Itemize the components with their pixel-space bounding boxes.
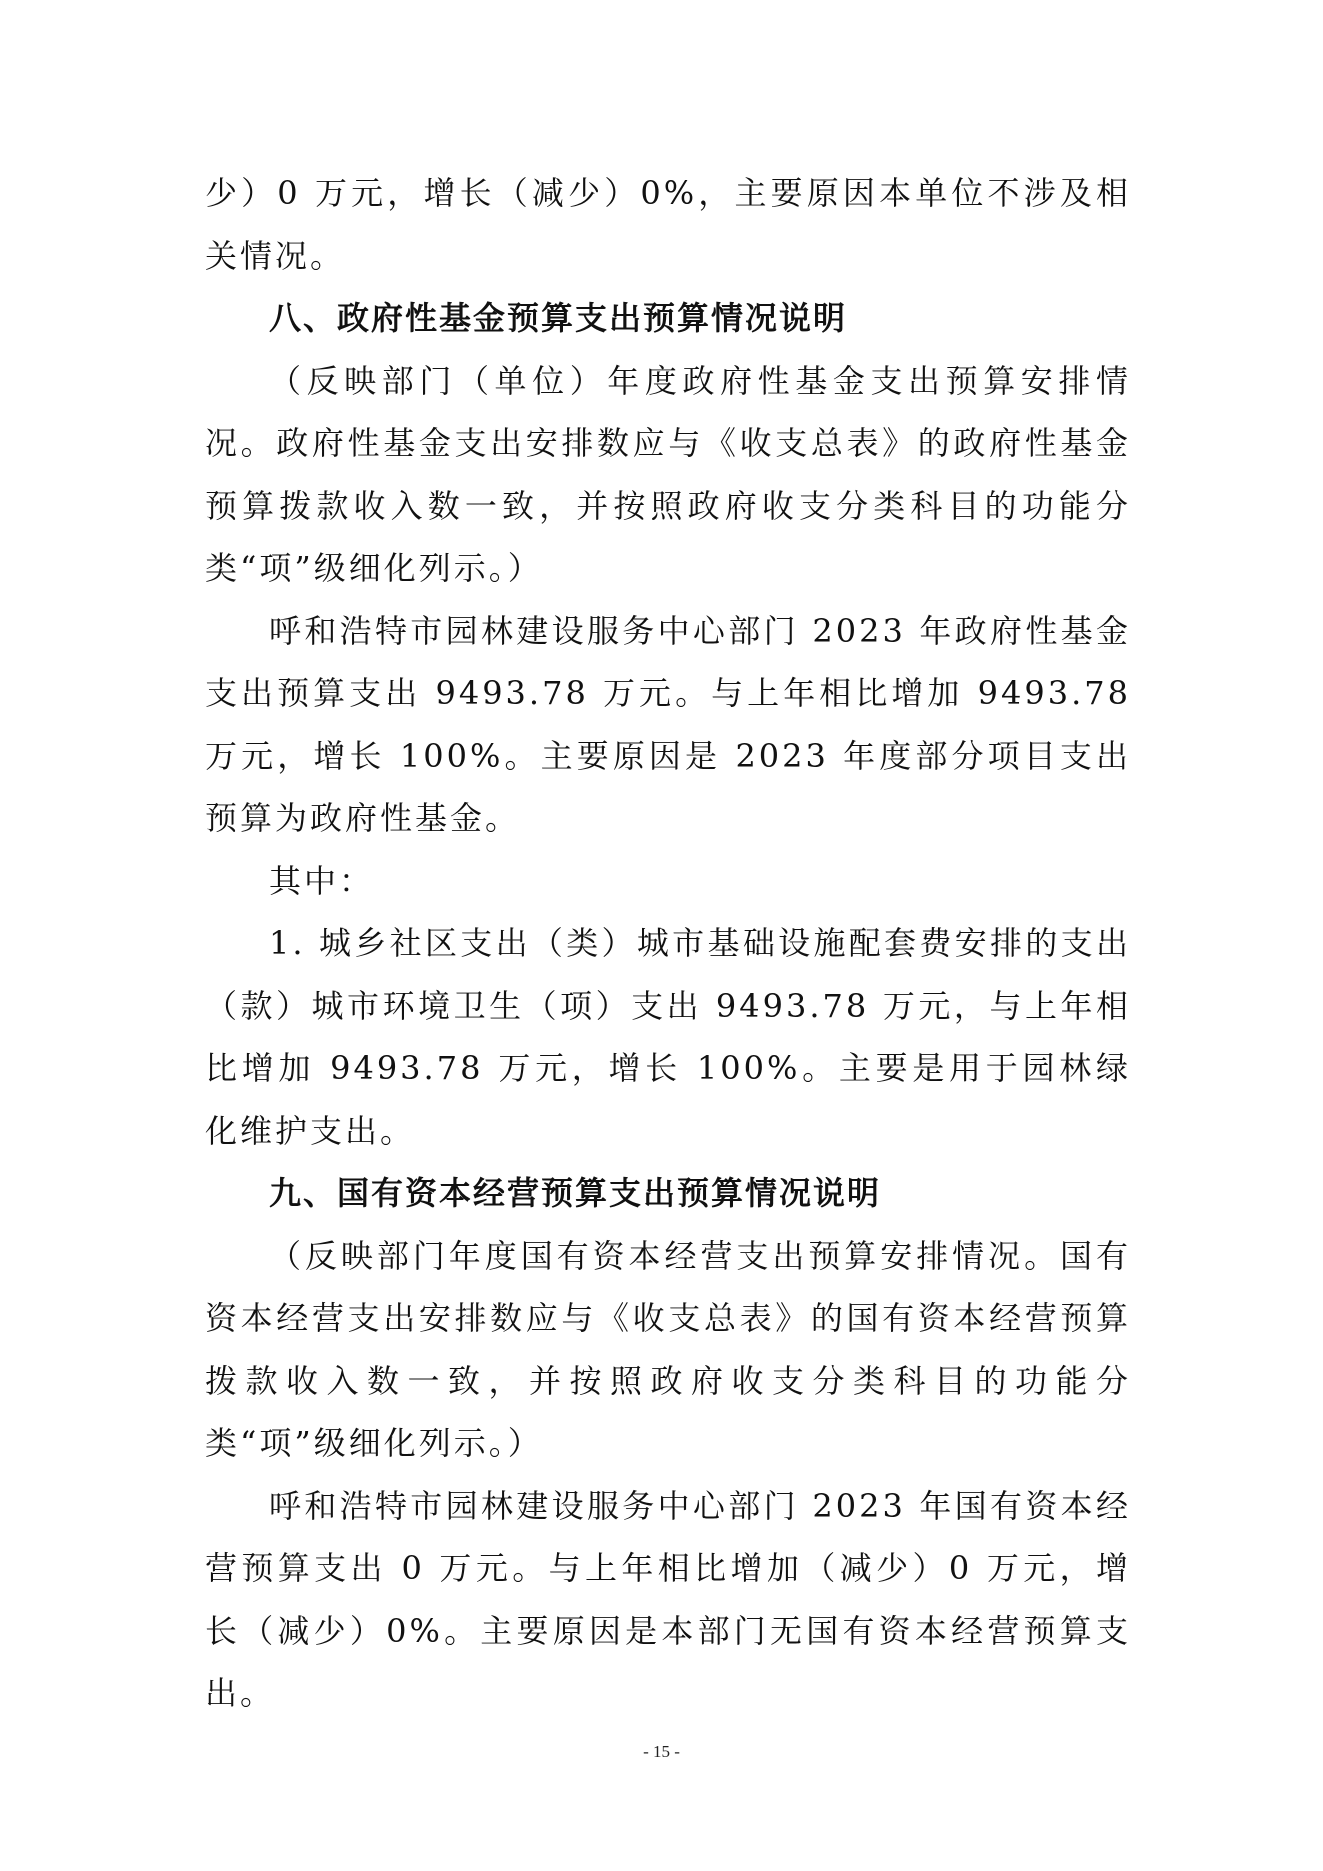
- paragraph-continuation: 少）0 万元，增长（减少）0%，主要原因本单位不涉及相关情况。: [205, 174, 1131, 275]
- paragraph-capital-summary: 呼和浩特市园林建设服务中心部门 2023 年国有资本经营预算支出 0 万元。与上年相比增加（减少）0 万元，增长（减少）0%。主要原因是本部门无国有资本经营预算支出。: [205, 1486, 1131, 1712]
- paragraph-fund-summary: 呼和浩特市园林建设服务中心部门 2023 年政府性基金支出预算支出 9493.78 万元。与上年相比增加 9493.78 万元，增长 100%。主要原因是 2023 年度部分项目支出预算为政府性基金。: [205, 611, 1131, 837]
- document-body: [205, 162, 1131, 1725]
- page-number: - 15 -: [643, 1742, 680, 1761]
- section-heading-government-fund: 八、政府性基金预算支出预算情况说明: [269, 299, 848, 337]
- paragraph-fund-item-1: 1. 城乡社区支出（类）城市基础设施配套费安排的支出（款）城市环境卫生（项）支出 9493.78 万元，与上年相比增加 9493.78 万元，增长 100%。主要是用于园林绿化维护支出。: [205, 924, 1131, 1150]
- section-heading-state-capital: 九、国有资本经营预算支出预算情况说明: [269, 1174, 882, 1212]
- paragraph-among-them: 其中：: [269, 861, 375, 900]
- paragraph-fund-note: （反映部门（单位）年度政府性基金支出预算安排情况。政府性基金支出安排数应与《收支总表》的政府性基金预算拨款收入数一致，并按照政府收支分类科目的功能分类“项”级细化列示。）: [205, 361, 1131, 587]
- paragraph-capital-note: （反映部门年度国有资本经营支出预算安排情况。国有资本经营支出安排数应与《收支总表》的国有资本经营预算拨款收入数一致，并按照政府收支分类科目的功能分类“项”级细化列示。）: [205, 1236, 1131, 1462]
